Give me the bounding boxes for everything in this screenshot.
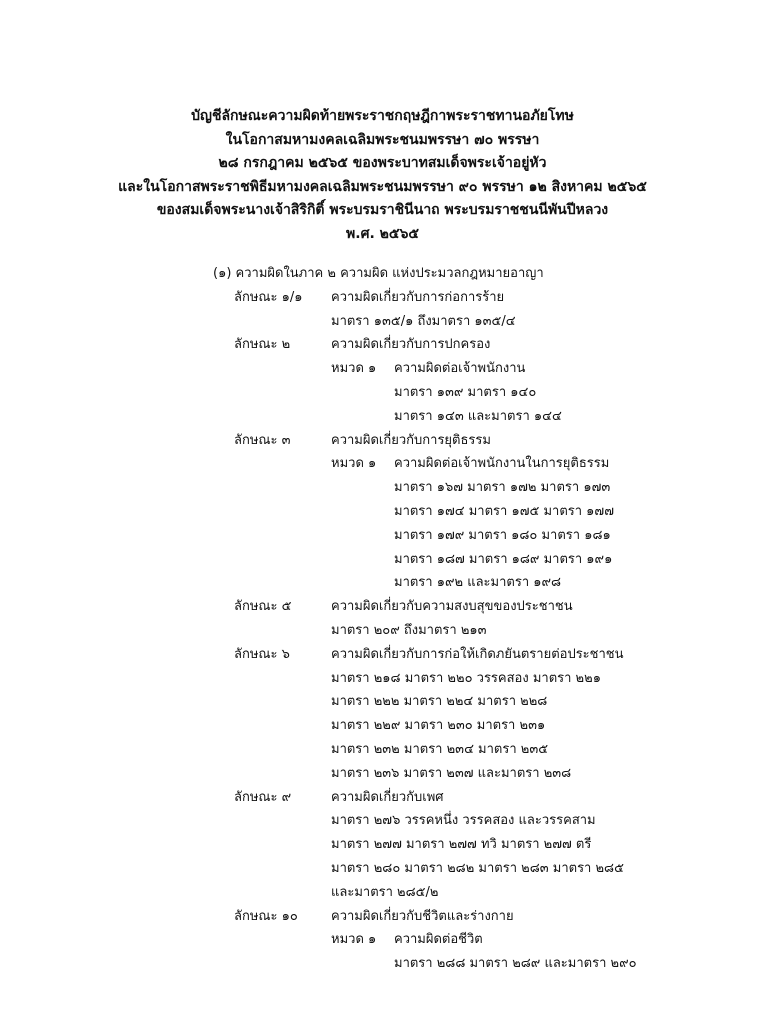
chapter-label: ลักษณะ ๖: [234, 646, 290, 662]
subsection-label: หมวด ๑: [331, 361, 377, 377]
chapter-text: ความผิดเกี่ยวกับการก่อให้เกิดภยันตรายต่อประชาชน: [331, 646, 624, 662]
header-line: และในโอกาสพระราชพิธีมหามงคลเฉลิมพระชนมพรรษา ๙๐ พรรษา ๑๒ สิงหาคม ๒๕๖๕: [118, 178, 647, 195]
chapter-text: ความผิดเกี่ยวกับการยุติธรรม: [331, 432, 491, 448]
header-line: ในโอกาสมหามงคลเฉลิมพระชนมพรรษา ๗๐ พรรษา: [225, 131, 540, 148]
chapter-text: ความผิดเกี่ยวกับการก่อการร้าย: [331, 289, 505, 305]
section-list-text: มาตรา ๑๖๗ มาตรา ๑๗๒ มาตรา ๑๗๓: [394, 480, 611, 496]
list-item: [0, 643, 765, 667]
list-item: [0, 452, 765, 476]
chapter-text: มาตรา ๒๒๙ มาตรา ๒๓๐ มาตรา ๒๓๑: [331, 718, 546, 734]
chapter-text: มาตรา ๑๓๕/๑ ถึงมาตรา ๑๓๕/๔: [331, 313, 516, 329]
chapter-text: ความผิดเกี่ยวกับชีวิตและร่างกาย: [331, 908, 514, 924]
chapter-text: มาตรา ๒๓๖ มาตรา ๒๓๗ และมาตรา ๒๓๘: [331, 765, 572, 781]
chapter-text: มาตรา ๒๐๙ ถึงมาตรา ๒๑๓: [331, 622, 487, 638]
list-item: [0, 952, 765, 976]
list-item: [0, 500, 765, 524]
chapter-text: มาตรา ๒๓๒ มาตรา ๒๓๔ มาตรา ๒๓๕: [331, 741, 549, 757]
section-list-text: มาตรา ๑๘๗ มาตรา ๑๘๙ มาตรา ๑๙๑: [394, 551, 613, 567]
chapter-label: ลักษณะ ๕: [234, 599, 292, 615]
subsection-text: ความผิดต่อชีวิต: [394, 932, 483, 948]
chapter-label: ลักษณะ ๑/๑: [234, 289, 303, 305]
chapter-text: มาตรา ๒๒๒ มาตรา ๒๒๔ มาตรา ๒๒๘: [331, 694, 548, 710]
header-line: ของสมเด็จพระนางเจ้าสิริกิติ์ พระบรมราชินีนาถ พระบรมราชชนนีพันปีหลวง: [156, 202, 609, 218]
list-item: [0, 905, 765, 929]
list-item: [0, 429, 765, 453]
header-line: บัญชีลักษณะความผิดท้ายพระราชกฤษฎีกาพระราชทานอภัยโทษ: [191, 108, 574, 124]
section-heading-row: [0, 262, 765, 286]
list-item: [0, 381, 765, 405]
list-item: [0, 405, 765, 429]
list-item: [0, 857, 765, 881]
subsection-label: หมวด ๑: [331, 456, 377, 472]
list-item: [0, 786, 765, 810]
list-item: [0, 286, 765, 310]
list-item: [0, 667, 765, 691]
chapter-label: ลักษณะ ๒: [234, 337, 291, 353]
list-item: [0, 357, 765, 381]
section-list-text: มาตรา ๒๘๘ มาตรา ๒๘๙ และมาตรา ๒๙๐: [394, 956, 637, 972]
section-heading: (๑) ความผิดในภาค ๒ ความผิด แห่งประมวลกฎหมายอาญา: [213, 266, 544, 281]
list-item: [0, 524, 765, 548]
list-item: [0, 476, 765, 500]
chapter-text: ความผิดเกี่ยวกับความสงบสุขของประชาชน: [331, 599, 573, 615]
list-item: [0, 738, 765, 762]
list-item: [0, 310, 765, 334]
list-item: [0, 595, 765, 619]
chapter-text: และมาตรา ๒๘๕/๒: [331, 884, 439, 900]
chapter-text: มาตรา ๒๑๘ มาตรา ๒๒๐ วรรคสอง มาตรา ๒๒๑: [331, 670, 601, 686]
list-item: [0, 762, 765, 786]
list-item: [0, 928, 765, 952]
chapter-label: ลักษณะ ๙: [234, 789, 292, 805]
chapter-text: มาตรา ๒๗๗ มาตรา ๒๗๗ ทวิ มาตรา ๒๗๗ ตรี: [331, 837, 592, 853]
chapter-text: ความผิดเกี่ยวกับการปกครอง: [331, 337, 491, 353]
chapter-label: ลักษณะ ๑๐: [234, 908, 298, 924]
chapter-text: มาตรา ๒๗๖ วรรคหนึ่ง วรรคสอง และวรรคสาม: [331, 813, 596, 829]
chapter-text: ความผิดเกี่ยวกับเพศ: [331, 789, 444, 805]
list-item: [0, 548, 765, 572]
document-header: [0, 105, 765, 246]
section-list-text: มาตรา ๑๙๒ และมาตรา ๑๙๘: [394, 575, 562, 591]
section-list-text: มาตรา ๑๗๔ มาตรา ๑๗๕ มาตรา ๑๗๗: [394, 503, 614, 519]
chapter-text: มาตรา ๒๘๐ มาตรา ๒๘๒ มาตรา ๒๘๓ มาตรา ๒๘๕: [331, 860, 624, 876]
list-item: [0, 714, 765, 738]
chapter-label: ลักษณะ ๓: [234, 432, 291, 448]
list-item: [0, 881, 765, 905]
subsection-text: ความผิดต่อเจ้าพนักงานในการยุติธรรม: [394, 456, 610, 472]
subsection-text: ความผิดต่อเจ้าพนักงาน: [394, 361, 526, 377]
header-year: พ.ศ. ๒๕๖๕: [346, 225, 419, 242]
list-item: [0, 571, 765, 595]
list-item: [0, 619, 765, 643]
list-item: [0, 333, 765, 357]
section-list-text: มาตรา ๑๓๙ มาตรา ๑๔๐: [394, 384, 537, 400]
list-item: [0, 690, 765, 714]
section-list-text: มาตรา ๑๗๙ มาตรา ๑๘๐ มาตรา ๑๘๑: [394, 527, 611, 543]
subsection-label: หมวด ๑: [331, 932, 377, 948]
header-line: ๒๘ กรกฎาคม ๒๕๖๕ ของพระบาทสมเด็จพระเจ้าอยู่หัว: [218, 155, 547, 171]
document-body: [0, 262, 765, 976]
list-item: [0, 833, 765, 857]
section-list-text: มาตรา ๑๔๓ และมาตรา ๑๔๔: [394, 408, 562, 424]
list-item: [0, 809, 765, 833]
